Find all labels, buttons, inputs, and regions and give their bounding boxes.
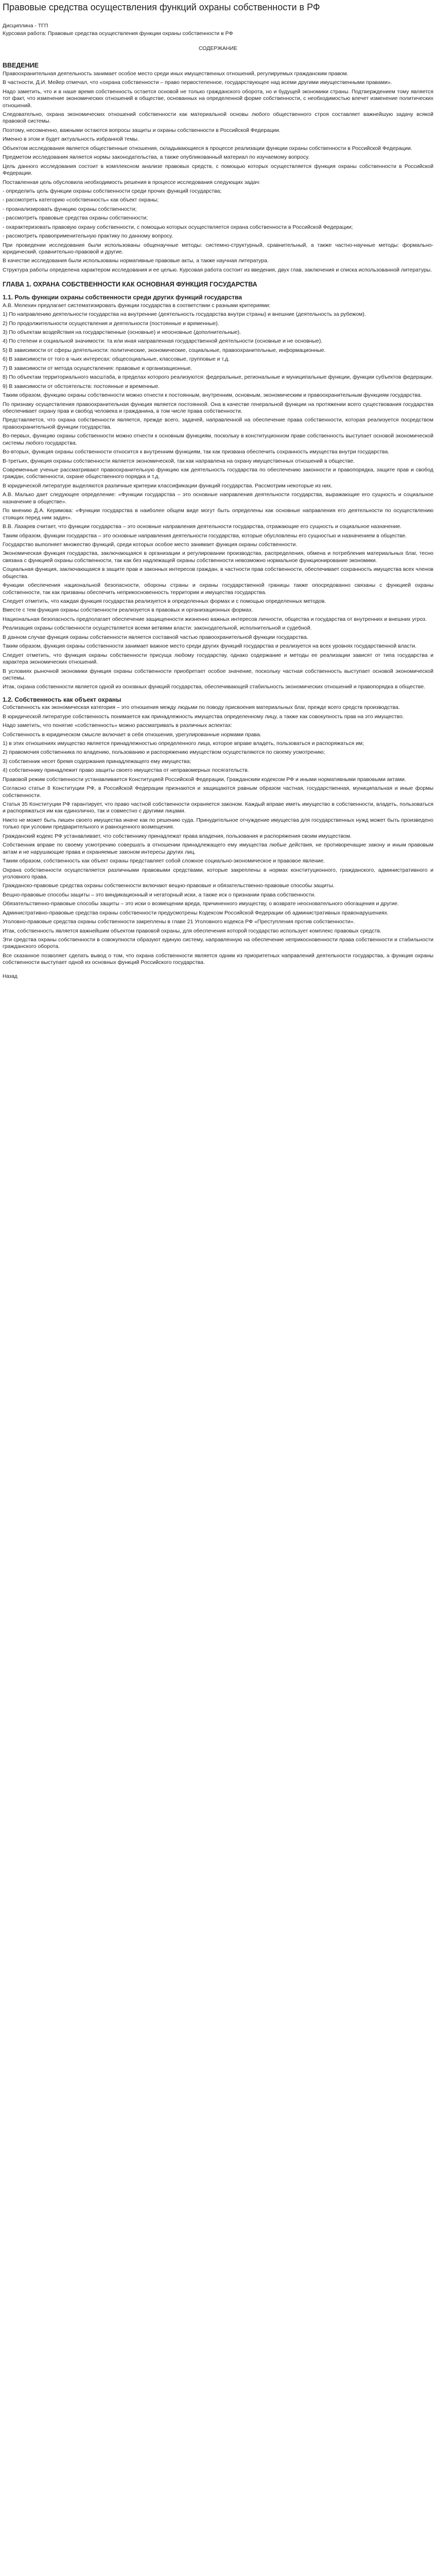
paragraph: 5) В зависимости от сферы деятельности: политические, экономические, социальные, правоохранительные, информационные. [3, 347, 326, 353]
chapter1-body2 [3, 704, 433, 967]
document-page [0, 0, 436, 986]
paragraph: Статья 35 Конституции РФ гарантирует, что право частной собственности охраняется законом. Каждый вправе иметь имущество в собственности, владеть, пользоваться и распоряжаться им как единолично, так и совместно с другими лицами. [3, 801, 433, 815]
paragraph: - рассмотреть правовые средства охраны собственности; [3, 215, 148, 222]
paragraph: - рассмотреть категорию «собственность» как объект охраны; [3, 197, 159, 204]
paragraph: Представляется, что охрана собственности является, прежде всего, задачей, направленной на обеспечение права собственности, которая реализуется посредством правоохранительной функции государства. [3, 417, 433, 430]
paragraph: Охрана собственности осуществляется различными правовыми средствами, которые закреплены в нормах конституционного, гражданского, административного и уголовного права. [3, 867, 433, 880]
paragraph: 6) В зависимости от того в чьих интересах: общесоциальные, классовые, групповые и т.д. [3, 356, 230, 363]
intro-body [3, 71, 433, 274]
paragraph: Уголовно-правовые средства охраны собственности закреплены в главе 21 Уголовного кодекса РФ «Преступления против собственности». [3, 919, 355, 925]
paragraph: 3) собственник несет бремя содержания принадлежащего ему имущества; [3, 758, 191, 765]
paragraph: Вещно-правовые способы защиты – это виндикационный и негаторный иски, а также иск о признании права собственности. [3, 891, 316, 898]
paragraph: Современные ученые рассматривают правоохранительную функцию как деятельность государства по обеспечению законности и правопорядка, защите прав и свобод граждан, собственности, охране общественного порядка и т.д. [3, 467, 433, 480]
paragraph: В данном случае функция охраны собственности является составной частью правоохранительной функции государства. [3, 634, 308, 640]
paragraph: Государство выполняет множество функций, среди которых особое место занимает функция охраны собственности. [3, 541, 298, 548]
paragraph: Гражданско-правовые средства охраны собственности включают вещно-правовые и обязательственно-правовые способы защиты. [3, 883, 335, 889]
paragraph: По мнению Д.А. Керимова: «Функции государства в наиболее общем виде могут быть определены как основные направления его деятельности по осуществлению стоящих перед ним задач». [3, 507, 433, 521]
paragraph: 1) в этих отношениях имущество является принадлежностью определенного лица, которое вправе владеть, пользоваться и распоряжаться им; [3, 740, 364, 747]
paragraph: 4) собственнику принадлежит право защиты своего имущества от неправомерных посягательств. [3, 767, 249, 774]
paragraph: Надо заметить, что и в наше время собственность остается основой не только гражданского оборота, но и будущей экономики страны. Подтверждением тому является тот факт, что изменение экономических отношений в обществе, основанных на определенной форме собственности, с необходимостью влечет изменение политических отношений. [3, 88, 433, 109]
paragraph: Эти средства охраны собственности в совокупности образуют единую систему, направленную на обеспечение неприкосновенности права собственности и стабильности гражданского оборота. [3, 937, 433, 950]
paragraph: Предметом исследования является нормы законодательства, а также опубликованный материал по изучаемому вопросу. [3, 154, 310, 161]
paragraph: Вместе с тем функция охраны собственности реализуется в правовых и организационных формах. [3, 607, 253, 614]
paragraph: Административно-правовые средства охраны собственности предусмотрены Кодексом Российской Федерации об административных правонарушениях. [3, 909, 389, 916]
paragraph: Следует отметить, что функция охраны собственности присуща любому государству, однако содержание и методы ее реализации зависят от типа государства и характера экономических отношений. [3, 652, 433, 666]
chapter1-body [3, 302, 433, 691]
paragraph: Следует отметить, что каждая функция государства реализуется в определенных формах и с помощью определенных методов. [3, 598, 326, 605]
paragraph: Никто не может быть лишен своего имущества иначе как по решению суда. Принудительное отчуждение имущества для государственных нужд может быть произведено только при условии предварительного и равноценного возмещения. [3, 817, 433, 831]
paragraph: Функции обеспечения национальной безопасности, обороны страны и охраны государственной границы также опосредованно связаны с функцией охраны собственности, так как призваны обеспечить неприкосновенность территории и имущества государства. [3, 582, 433, 596]
paragraph: Экономическая функция государства, заключающаяся в организации и регулировании производства, распределения, обмена и потребления материальных благ, тесно связана с функцией охраны собственности, так как без надлежащей охраны собственности невозможно нормальное функционирование экономики. [3, 550, 433, 564]
paragraph: Правовой режим собственности устанавливается Конституцией Российской Федерации, Гражданским кодексом РФ и иными нормативными правовыми актами. [3, 776, 406, 783]
discipline-line: Дисциплина - ТГП [3, 22, 48, 29]
intro-heading: ВВЕДЕНИЕ [3, 61, 39, 69]
paragraph: Поэтому, несомненно, важными остаются вопросы защиты и охраны собственности в Российской Федерации. [3, 127, 281, 133]
paragraph: 2) правомочия собственника по владению, пользованию и распоряжению имуществом осуществляются по своему усмотрению; [3, 749, 325, 756]
page-title: Правовые средства осуществления функций охраны собственности в РФ [3, 2, 320, 12]
paragraph: В юридической литературе выделяются различные критерии классификации функций государства. Рассмотрим некоторые из них. [3, 482, 333, 489]
paragraph: В частности, Д.И. Мейер отмечал, что «охрана собственности – право первостепенное, государствующее над всеми другими имущественными правами». [3, 79, 392, 86]
paragraph: В-третьих, функция охраны собственности является экономической, так как направлена на охрану имущественных отношений в обществе. [3, 457, 355, 464]
paragraph: Во-вторых, функция охраны собственности относится к внутренним функциям, так как призвана обеспечить сохранность имущества внутри государства. [3, 449, 390, 455]
paragraph: Реализация охраны собственности осуществляется всеми ветвями власти: законодательной, исполнительной и судебной. [3, 625, 312, 632]
work-line: Курсовая работа: Правовые средства осуществления функции охраны собственности в РФ [3, 30, 233, 37]
footer-link[interactable]: Назад [3, 973, 18, 979]
paragraph: В юридической литературе собственность понимается как принадлежность имущества определенному лицу, а также как совокупность прав на это имущество. [3, 713, 404, 720]
paragraph: Собственность в юридическом смысле включает в себя отношения, урегулированные нормами права. [3, 731, 261, 738]
paragraph: Именно в этом и будет актуальность избранной темы. [3, 136, 139, 143]
paragraph: 9) В зависимости от обстоятельств: постоянные и временные. [3, 383, 160, 389]
paragraph: Следовательно, охрана экономических отношений собственности как материальной основы любого общественного строя составляет важнейшую задачу всякой правовой системы. [3, 111, 433, 125]
paragraph: Собственность как экономическая категория – это отношения между людьми по поводу присвоения материальных благ, прежде всего средств производства. [3, 704, 400, 711]
paragraph: В.В. Лазарев считает, что функции государства – это основные направления деятельности государства, отражающие его сущность и социальное назначение. [3, 523, 402, 530]
paragraph: Собственник вправе по своему усмотрению совершать в отношении принадлежащего ему имущества любые действия, не противоречащие закону и иным правовым актам и не нарушающие права и охраняемые законом интересы других лиц. [3, 842, 433, 855]
paragraph: 8) По объектам территориального масштаба, в пределах которого реализуются: федеральные, региональные и муниципальные функции, функции субъектов федерации. [3, 374, 433, 381]
paragraph: Все сказанное позволяет сделать вывод о том, что охрана собственности является одним из приоритетных направлений деятельности государства, а функция охраны собственности выступает одной из основных функций Российского государства. [3, 952, 433, 966]
paragraph: При проведении исследования были использованы общенаучные методы: системно-структурный, сравнительный, а также частно-научные методы: формально-юридический, сравнительно-правовой и другие. [3, 242, 433, 255]
paragraph: В условиях рыночной экономики функция охраны собственности приобретает особое значение, поскольку частная собственность выступает основой экономической системы. [3, 668, 433, 681]
paragraph: Правоохранительная деятельность занимает особое место среди иных имущественных отношений, регулируемых гражданским правом. [3, 70, 348, 77]
paragraph: 3) По объектам воздействия на государственные (основные) и неосновные (дополнительные). [3, 329, 241, 336]
paragraph: Согласно статье 8 Конституции РФ, в Российской Федерации признаются и защищаются равным образом частная, государственная, муниципальная и иные формы собственности. [3, 785, 433, 799]
paragraph: По признаку осуществления правоохранительная функция является постоянной. Она в качестве генеральной функции на протяжении всего существования государства обеспечивает охрану прав и свобод человека и гражданина, в том числе права собственности. [3, 401, 433, 414]
paragraph: Гражданский кодекс РФ устанавливает, что собственнику принадлежат права владения, пользования и распоряжения своим имуществом. [3, 833, 352, 839]
paragraph: Итак, охрана собственности является одной из основных функций государства, обеспечивающей стабильность экономических отношений и правопорядка в обществе. [3, 684, 425, 690]
paragraph: 2) По продолжительности осуществления и деятельности (постоянные и временные). [3, 320, 219, 327]
paragraph: Социальная функция, заключающаяся в защите прав и законных интересов граждан, в частности прав собственности, обеспечивает сохранность имущества всех членов общества. [3, 566, 433, 580]
paragraph: - определить цель функции охраны собственности среди прочих функций государства; [3, 188, 222, 194]
paragraph: - охарактеризовать правовую охрану собственности, с помощью которых осуществляется охрана собственности в Российской Федерации; [3, 224, 353, 230]
paragraph: - проанализировать функцию охраны собственности; [3, 206, 137, 212]
chapter1-sub2: 1.2. Собственность как объект охраны [3, 696, 121, 703]
paragraph: Таким образом, собственность как объект охраны представляет собой сложное социально-экономическое и правовое явление. [3, 858, 325, 865]
paragraph: Таким образом, функцию охраны собственности можно отнести к постоянным, внутренним, основным, экономическим и правоохранительным функциям государства. [3, 392, 422, 399]
paragraph: Поставленная цель обусловила необходимость решения в процессе исследования следующих задач: [3, 179, 260, 185]
paragraph: В качестве исследования были использованы нормативные правовые акты, а также научная литература. [3, 258, 269, 264]
paragraph: Во-первых, функцию охраны собственности можно отнести к основным функциям, поскольку в конституционном праве собственность выступает основой экономической системы любого государства. [3, 433, 433, 446]
paragraph: Надо заметить, что понятие «собственность» можно рассматривать в различных аспектах: [3, 722, 232, 729]
paragraph: Цель данного исследования состоит в комплексном анализе правовых средств, с помощью которых осуществляется функция охраны собственности в Российской Федерации. [3, 163, 433, 177]
chapter1-sub1: 1.1. Роль функции охраны собственности среди других функций государства [3, 294, 242, 301]
paragraph: А.В. Малько дает следующее определение: «Функции государства – это основные направления деятельности государства, выражающие его сущность и социальное назначение в обществе». [3, 492, 433, 505]
paragraph: 1) По направлению деятельности государства на внутренние (деятельность государства внутри страны) и внешние (деятельность за рубежом). [3, 311, 366, 318]
paragraph: Таким образом, функция охраны собственности занимает важное место среди других функций государства и реализуется на всех уровнях государственной власти. [3, 643, 417, 650]
chapter1-heading: ГЛАВА 1. ОХРАНА СОБСТВЕННОСТИ КАК ОСНОВНАЯ ФУНКЦИЯ ГОСУДАРСТВА [3, 281, 257, 289]
paragraph: А.В. Мелехин предлагает систематизировать функции государства в соответствии с разными критериями: [3, 302, 271, 309]
toc-heading: СОДЕРЖАНИЕ [198, 45, 238, 52]
paragraph: 4) По степени и социальной значимости: та или иная направленная государственной деятельности (основные и не основные). [3, 338, 323, 345]
paragraph: - рассмотреть правоприменительную практику по данному вопросу. [3, 233, 173, 240]
paragraph: Объектом исследования является общественные отношения, складывающиеся в процессе реализации функции охраны собственности в Российской Федерации. [3, 145, 412, 151]
paragraph: Таким образом, функции государства – это основные направления деятельности государства, которые обусловлены его сущностью и назначением в обществе. [3, 532, 407, 539]
paragraph: Обязательственно-правовые способы защиты – это иски о возмещении вреда, причиненного имуществу, о возврате неосновательного обогащения и другие. [3, 901, 399, 907]
paragraph: Структура работы определена характером исследования и ее целью. Курсовая работа состоит из введения, двух глав, заключения и списка использованной литературы. [3, 266, 432, 273]
paragraph: 7) В зависимости от метода осуществления: правовые и организационные. [3, 365, 193, 371]
paragraph: Национальная безопасность предполагает обеспечение защищенности жизненно важных интересов личности, общества и государства от внутренних и внешних угроз. [3, 616, 427, 622]
paragraph: Итак, собственность является важнейшим объектом правовой охраны, для обеспечения которой государство использует комплекс правовых средств. [3, 927, 381, 934]
